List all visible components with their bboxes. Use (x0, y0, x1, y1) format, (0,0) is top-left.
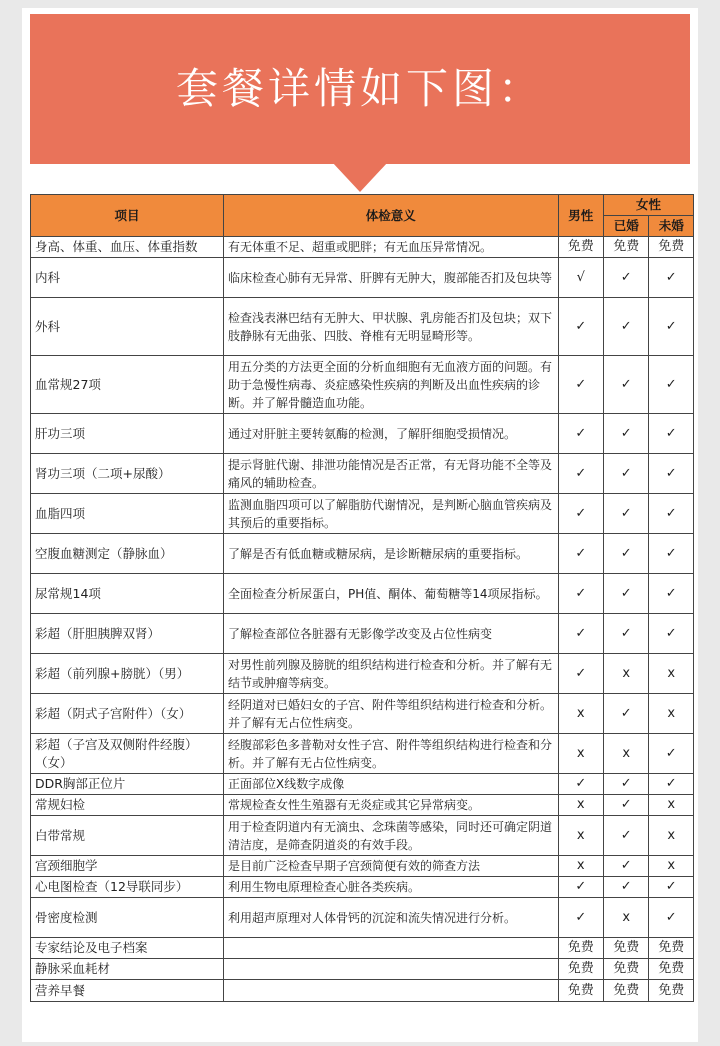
row-meaning-cell: 是目前广泛检查早期子宫颈简便有效的筛查方法 (224, 856, 559, 877)
row-item-cell: 尿常规14项 (31, 574, 224, 614)
row-male-cell: ✓ (558, 298, 603, 356)
row-meaning-cell: 经阴道对已婚妇女的子宫、附件等组织结构进行检查和分析。并了解有无占位性病变。 (224, 694, 559, 734)
table-row (31, 494, 694, 534)
row-meaning-cell: 临床检查心肺有无异常、肝脾有无肿大，腹部能否扪及包块等 (224, 258, 559, 298)
row-meaning-cell: 有无体重不足、超重或肥胖；有无血压异常情况。 (224, 237, 559, 258)
row-unmarried-cell: ✓ (649, 414, 694, 454)
row-married-cell: x (604, 898, 649, 938)
row-item-cell: DDR胸部正位片 (31, 774, 224, 795)
row-male-cell: x (558, 816, 603, 856)
row-married-cell: ✓ (604, 877, 649, 898)
table-row (31, 980, 694, 1002)
row-meaning-cell: 检查浅表淋巴结有无肿大、甲状腺、乳房能否扪及包块；双下肢静脉有无曲张、四肢、脊椎有无明显畸形等。 (224, 298, 559, 356)
header-unmarried: 未婚 (649, 216, 694, 237)
row-male-cell: x (558, 734, 603, 774)
row-male-cell: ✓ (558, 774, 603, 795)
row-meaning-cell: 用五分类的方法更全面的分析血细胞有无血液方面的问题。有助于急慢性病毒、炎症感染性疾病的判断及出血性疾病的诊断。并了解骨髓造血功能。 (224, 356, 559, 414)
header-item: 项目 (31, 195, 224, 237)
row-married-cell: ✓ (604, 614, 649, 654)
row-unmarried-cell: ✓ (649, 534, 694, 574)
row-item-cell: 肾功三项（二项+尿酸） (31, 454, 224, 494)
row-unmarried-cell: x (649, 795, 694, 816)
row-item-cell: 彩超（阴式子宫附件）（女） (31, 694, 224, 734)
row-married-cell: ✓ (604, 414, 649, 454)
row-male-cell: x (558, 795, 603, 816)
row-male-cell: ✓ (558, 654, 603, 694)
row-meaning-cell: 利用超声原理对人体骨钙的沉淀和流失情况进行分析。 (224, 898, 559, 938)
row-male-cell: ✓ (558, 494, 603, 534)
row-item-cell: 营养早餐 (31, 980, 224, 1002)
row-meaning-cell: 全面检查分析尿蛋白，PH值、酮体、葡萄糖等14项尿指标。 (224, 574, 559, 614)
row-meaning-cell (224, 980, 559, 1002)
row-unmarried-cell: ✓ (649, 574, 694, 614)
row-item-cell: 外科 (31, 298, 224, 356)
row-married-cell: x (604, 734, 649, 774)
row-unmarried-cell: ✓ (649, 614, 694, 654)
row-item-cell: 肝功三项 (31, 414, 224, 454)
row-male-cell: ✓ (558, 356, 603, 414)
row-unmarried-cell: x (649, 654, 694, 694)
row-male-cell: ✓ (558, 454, 603, 494)
row-meaning-cell: 监测血脂四项可以了解脂肪代谢情况，是判断心脑血管疾病及其预后的重要指标。 (224, 494, 559, 534)
row-unmarried-cell: ✓ (649, 774, 694, 795)
row-male-cell: 免费 (558, 980, 603, 1002)
row-item-cell: 常规妇检 (31, 795, 224, 816)
row-male-cell: 免费 (558, 237, 603, 258)
row-unmarried-cell: ✓ (649, 734, 694, 774)
row-married-cell: ✓ (604, 574, 649, 614)
table-row (31, 938, 694, 959)
row-unmarried-cell: ✓ (649, 298, 694, 356)
row-married-cell: ✓ (604, 534, 649, 574)
row-meaning-cell: 经腹部彩色多普勒对女性子宫、附件等组织结构进行检查和分析。并了解有无占位性病变。 (224, 734, 559, 774)
row-unmarried-cell: 免费 (649, 980, 694, 1002)
row-item-cell: 内科 (31, 258, 224, 298)
row-married-cell: 免费 (604, 980, 649, 1002)
row-unmarried-cell: ✓ (649, 898, 694, 938)
row-item-cell: 身高、体重、血压、体重指数 (31, 237, 224, 258)
package-table (30, 194, 694, 1002)
table-row (31, 534, 694, 574)
banner-arrow-icon (332, 162, 388, 192)
header-male: 男性 (558, 195, 603, 237)
table-body (31, 237, 694, 1002)
row-item-cell: 空腹血糖测定（静脉血） (31, 534, 224, 574)
row-married-cell: ✓ (604, 454, 649, 494)
row-married-cell: 免费 (604, 938, 649, 959)
header-meaning: 体检意义 (224, 195, 559, 237)
row-married-cell: ✓ (604, 494, 649, 534)
row-meaning-cell: 正面部位X线数字成像 (224, 774, 559, 795)
table-row (31, 877, 694, 898)
row-unmarried-cell: x (649, 856, 694, 877)
header-female: 女性 (604, 195, 694, 216)
row-unmarried-cell: ✓ (649, 494, 694, 534)
row-male-cell: 免费 (558, 959, 603, 980)
row-married-cell: ✓ (604, 816, 649, 856)
row-item-cell: 彩超（前列腺+膀胱）（男） (31, 654, 224, 694)
table-row (31, 298, 694, 356)
table-row (31, 258, 694, 298)
row-item-cell: 彩超（肝胆胰脾双肾） (31, 614, 224, 654)
table-row (31, 654, 694, 694)
row-married-cell: ✓ (604, 298, 649, 356)
row-meaning-cell: 通过对肝脏主要转氨酶的检测，了解肝细胞受损情况。 (224, 414, 559, 454)
table-row (31, 795, 694, 816)
document-page (22, 8, 698, 1042)
table-row (31, 959, 694, 980)
table-row (31, 237, 694, 258)
row-male-cell: 免费 (558, 938, 603, 959)
row-unmarried-cell: x (649, 816, 694, 856)
banner-title: 套餐详情如下图： (175, 64, 544, 113)
table-row (31, 856, 694, 877)
table-row (31, 734, 694, 774)
table-row (31, 774, 694, 795)
row-unmarried-cell: 免费 (649, 237, 694, 258)
table-row (31, 614, 694, 654)
table-row (31, 574, 694, 614)
banner (30, 14, 690, 192)
row-unmarried-cell: ✓ (649, 356, 694, 414)
row-unmarried-cell: ✓ (649, 454, 694, 494)
row-meaning-cell (224, 938, 559, 959)
table-row (31, 356, 694, 414)
row-item-cell: 静脉采血耗材 (31, 959, 224, 980)
row-item-cell: 心电图检查（12导联同步） (31, 877, 224, 898)
table-row (31, 414, 694, 454)
header-married: 已婚 (604, 216, 649, 237)
table-row (31, 898, 694, 938)
row-unmarried-cell: ✓ (649, 877, 694, 898)
row-meaning-cell (224, 959, 559, 980)
row-married-cell: 免费 (604, 237, 649, 258)
table-row (31, 694, 694, 734)
row-meaning-cell: 提示肾脏代谢、排泄功能情况是否正常，有无肾功能不全等及痛风的辅助检查。 (224, 454, 559, 494)
row-meaning-cell: 对男性前列腺及膀胱的组织结构进行检查和分析。并了解有无结节或肿瘤等病变。 (224, 654, 559, 694)
row-meaning-cell: 了解是否有低血糖或糖尿病，是诊断糖尿病的重要指标。 (224, 534, 559, 574)
row-unmarried-cell: 免费 (649, 938, 694, 959)
row-item-cell: 血常规27项 (31, 356, 224, 414)
row-item-cell: 宫颈细胞学 (31, 856, 224, 877)
row-married-cell: 免费 (604, 959, 649, 980)
row-male-cell: ✓ (558, 898, 603, 938)
table-row (31, 454, 694, 494)
row-male-cell: ✓ (558, 877, 603, 898)
table-header (31, 195, 694, 237)
row-married-cell: ✓ (604, 774, 649, 795)
row-married-cell: ✓ (604, 694, 649, 734)
table-row (31, 816, 694, 856)
row-unmarried-cell: 免费 (649, 959, 694, 980)
row-item-cell: 专家结论及电子档案 (31, 938, 224, 959)
row-married-cell: ✓ (604, 856, 649, 877)
row-meaning-cell: 利用生物电原理检查心脏各类疾病。 (224, 877, 559, 898)
row-item-cell: 血脂四项 (31, 494, 224, 534)
row-male-cell: x (558, 694, 603, 734)
row-male-cell: x (558, 856, 603, 877)
row-item-cell: 彩超（子宫及双侧附件经腹）（女） (31, 734, 224, 774)
row-meaning-cell: 了解检查部位各脏器有无影像学改变及占位性病变 (224, 614, 559, 654)
row-unmarried-cell: ✓ (649, 258, 694, 298)
banner-box (30, 14, 690, 164)
row-married-cell: ✓ (604, 258, 649, 298)
row-male-cell: ✓ (558, 414, 603, 454)
row-item-cell: 骨密度检测 (31, 898, 224, 938)
row-married-cell: ✓ (604, 356, 649, 414)
row-item-cell: 白带常规 (31, 816, 224, 856)
row-married-cell: ✓ (604, 795, 649, 816)
row-male-cell: ✓ (558, 534, 603, 574)
row-meaning-cell: 常规检查女性生殖器有无炎症或其它异常病变。 (224, 795, 559, 816)
row-male-cell: ✓ (558, 614, 603, 654)
row-male-cell: √ (558, 258, 603, 298)
row-unmarried-cell: x (649, 694, 694, 734)
row-married-cell: x (604, 654, 649, 694)
row-meaning-cell: 用于检查阴道内有无滴虫、念珠菌等感染，同时还可确定阴道清洁度，是筛查阴道炎的有效手段。 (224, 816, 559, 856)
row-male-cell: ✓ (558, 574, 603, 614)
